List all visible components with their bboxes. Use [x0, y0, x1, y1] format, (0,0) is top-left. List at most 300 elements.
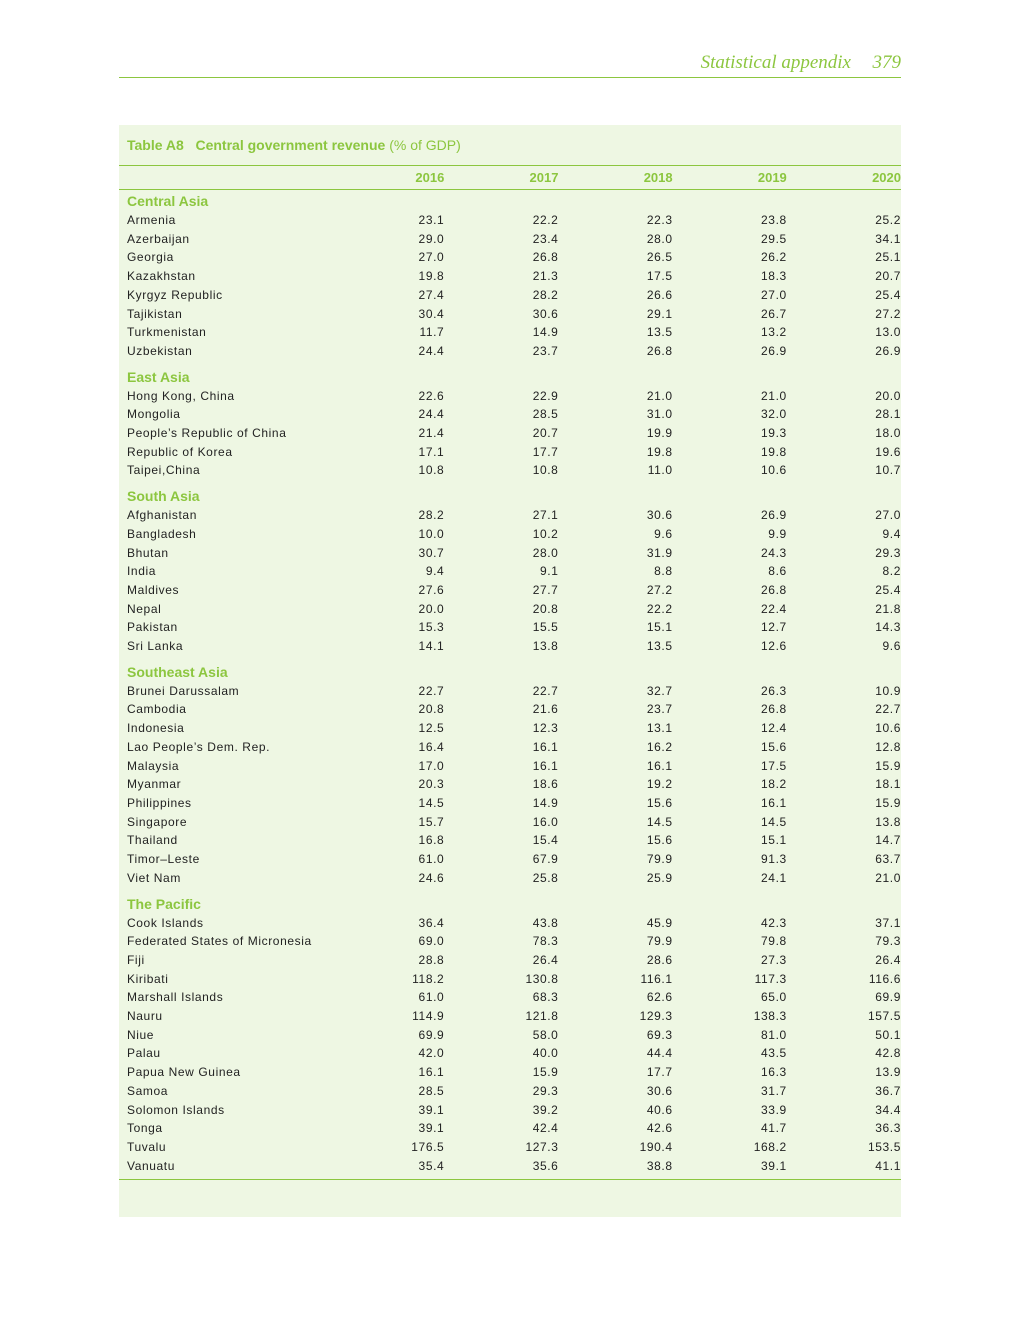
group-header-row	[119, 361, 901, 387]
column-gap	[673, 1101, 696, 1120]
value-cell-2017: 27.7	[532, 582, 559, 597]
column-gap	[787, 248, 810, 267]
value-cell-2020: 13.8	[875, 814, 901, 829]
table-title	[127, 137, 461, 153]
value-cell-2020: 13.9	[875, 1065, 901, 1080]
value-cell-2019: 26.9	[761, 508, 787, 523]
column-gap	[673, 443, 696, 462]
value-cell-2020: 21.8	[875, 601, 901, 616]
value-cell-2017: 39.2	[532, 1102, 559, 1117]
column-gap	[558, 850, 581, 869]
value-cell-2018: 15.1	[646, 620, 673, 635]
column-gap	[444, 544, 467, 563]
value-cell-2016: 16.8	[418, 833, 445, 848]
economy-name: Samoa	[127, 1083, 169, 1098]
table-row	[119, 267, 901, 286]
column-gap	[787, 719, 810, 738]
value-cell-2017: 14.9	[532, 325, 559, 340]
value-cell-2020: 9.4	[882, 526, 901, 541]
economy-name: Pakistan	[127, 620, 178, 635]
value-cell-2018: 69.3	[646, 1027, 673, 1042]
value-cell-2019: 81.0	[761, 1027, 787, 1042]
economy-name: Palau	[127, 1046, 161, 1061]
value-cell-2019: 23.8	[761, 213, 787, 227]
column-gap	[787, 544, 810, 563]
column-gap	[558, 443, 581, 462]
value-cell-2016: 61.0	[418, 990, 445, 1005]
column-gap	[787, 700, 810, 719]
column-gap	[673, 342, 696, 361]
column-gap	[444, 305, 467, 324]
value-cell-2017: 68.3	[532, 990, 559, 1005]
column-gap	[673, 562, 696, 581]
value-cell-2016: 28.5	[418, 1083, 445, 1098]
table-row	[119, 424, 901, 443]
value-cell-2017: 58.0	[532, 1027, 559, 1042]
value-cell-2018: 13.1	[646, 721, 673, 736]
value-cell-2017: 28.0	[532, 545, 559, 560]
value-cell-2018: 16.2	[646, 739, 673, 754]
economy-name: Tonga	[127, 1121, 163, 1136]
table-row	[119, 1157, 901, 1176]
group-header-row	[119, 480, 901, 506]
value-cell-2019: 14.5	[761, 814, 787, 829]
value-cell-2017: 67.9	[532, 852, 559, 867]
column-gap	[787, 1007, 810, 1026]
column-gap	[558, 831, 581, 850]
value-cell-2016: 30.7	[418, 545, 445, 560]
page-number: 379	[872, 52, 901, 73]
economy-name: Republic of Korea	[127, 444, 233, 459]
column-gap	[558, 869, 581, 888]
column-gap	[673, 970, 696, 989]
column-gap	[787, 951, 810, 970]
column-gap	[787, 165, 810, 189]
value-cell-2017: 21.3	[532, 269, 559, 284]
column-gap	[558, 286, 581, 305]
value-cell-2017: 21.6	[532, 702, 559, 717]
value-cell-2018: 21.0	[646, 388, 673, 403]
value-cell-2018: 190.4	[639, 1139, 673, 1154]
column-gap	[673, 813, 696, 832]
column-gap	[558, 230, 581, 249]
value-cell-2017: 25.8	[532, 870, 559, 885]
value-cell-2016: 20.8	[418, 702, 445, 717]
value-cell-2019: 21.0	[761, 388, 787, 403]
column-gap	[444, 757, 467, 776]
column-gap	[787, 775, 810, 794]
column-gap	[558, 342, 581, 361]
column-gap	[673, 211, 696, 230]
column-gap	[558, 700, 581, 719]
table-row	[119, 1007, 901, 1026]
value-cell-2020: 153.5	[867, 1139, 901, 1154]
column-gap	[444, 1157, 467, 1176]
column-gap	[444, 600, 467, 619]
value-cell-2020: 34.4	[875, 1102, 901, 1117]
value-cell-2018: 32.7	[646, 683, 673, 698]
table-panel	[119, 125, 901, 1217]
table-row	[119, 1119, 901, 1138]
column-gap	[673, 387, 696, 406]
value-cell-2016: 24.4	[418, 343, 445, 358]
column-gap	[444, 525, 467, 544]
value-cell-2017: 10.2	[532, 526, 559, 541]
value-cell-2016: 114.9	[412, 1009, 445, 1024]
value-cell-2016: 21.4	[418, 426, 445, 441]
column-gap	[558, 738, 581, 757]
table-row	[119, 461, 901, 480]
value-cell-2017: 15.9	[532, 1065, 559, 1080]
economy-name: Tajikistan	[127, 306, 183, 321]
value-cell-2017: 29.3	[532, 1083, 559, 1098]
column-gap	[444, 1119, 467, 1138]
column-gap	[444, 211, 467, 230]
economy-name: Georgia	[127, 250, 174, 265]
column-gap	[787, 1119, 810, 1138]
value-cell-2020: 36.7	[875, 1083, 901, 1098]
table-row	[119, 618, 901, 637]
column-gap	[444, 914, 467, 933]
year-header-2020: 2020	[872, 169, 901, 185]
column-gap	[558, 1082, 581, 1101]
value-cell-2020: 10.6	[875, 721, 901, 736]
column-gap	[673, 525, 696, 544]
column-gap	[444, 988, 467, 1007]
value-cell-2018: 19.8	[646, 444, 673, 459]
value-cell-2019: 31.7	[761, 1083, 787, 1098]
value-cell-2017: 20.8	[532, 601, 559, 616]
value-cell-2017: 127.3	[525, 1139, 559, 1154]
value-cell-2019: 27.0	[761, 287, 787, 302]
value-cell-2020: 13.0	[875, 325, 901, 340]
column-gap	[673, 305, 696, 324]
value-cell-2017: 16.1	[532, 758, 559, 773]
group-name: South Asia	[127, 488, 200, 505]
economy-name: Singapore	[127, 814, 188, 829]
value-cell-2019: 12.7	[761, 620, 787, 635]
value-cell-2020: 27.0	[875, 508, 901, 523]
value-cell-2016: 22.6	[418, 388, 445, 403]
column-gap	[673, 1119, 696, 1138]
column-gap	[787, 738, 810, 757]
column-gap	[673, 757, 696, 776]
value-cell-2019: 26.7	[761, 306, 787, 321]
value-cell-2018: 16.1	[646, 758, 673, 773]
value-cell-2019: 43.5	[761, 1046, 787, 1061]
value-cell-2020: 26.9	[875, 343, 901, 358]
group-name: Southeast Asia	[127, 663, 228, 680]
column-gap	[444, 738, 467, 757]
column-gap	[673, 248, 696, 267]
value-cell-2016: 17.1	[418, 444, 445, 459]
column-gap	[673, 1044, 696, 1063]
value-cell-2016: 118.2	[412, 971, 445, 986]
value-cell-2018: 28.6	[646, 952, 673, 967]
value-cell-2020: 15.9	[875, 758, 901, 773]
value-cell-2020: 14.3	[875, 620, 901, 635]
value-cell-2016: 61.0	[418, 852, 445, 867]
economy-name: Bhutan	[127, 545, 169, 560]
value-cell-2018: 15.6	[646, 833, 673, 848]
column-gap	[444, 165, 467, 189]
column-gap	[558, 951, 581, 970]
value-cell-2019: 138.3	[753, 1009, 787, 1024]
column-gap	[444, 775, 467, 794]
table-row	[119, 738, 901, 757]
column-gap	[558, 267, 581, 286]
column-gap	[787, 813, 810, 832]
column-gap	[673, 267, 696, 286]
table-row	[119, 794, 901, 813]
value-cell-2016: 16.4	[418, 739, 445, 754]
value-cell-2016: 20.3	[418, 777, 445, 792]
column-gap	[673, 951, 696, 970]
column-gap	[444, 637, 467, 656]
column-gap	[558, 970, 581, 989]
column-gap	[787, 323, 810, 342]
column-gap	[558, 1026, 581, 1045]
value-cell-2018: 13.5	[646, 325, 673, 340]
value-cell-2018: 15.6	[646, 795, 673, 810]
value-cell-2017: 30.6	[532, 306, 559, 321]
table-row	[119, 562, 901, 581]
column-gap	[787, 600, 810, 619]
table-row	[119, 775, 901, 794]
table-heading: Central government revenue	[195, 137, 386, 153]
column-gap	[673, 738, 696, 757]
column-gap	[444, 405, 467, 424]
column-gap	[558, 1044, 581, 1063]
value-cell-2017: 78.3	[532, 934, 559, 949]
value-cell-2019: 18.3	[761, 269, 787, 284]
value-cell-2020: 20.7	[875, 269, 901, 284]
column-gap	[444, 506, 467, 525]
column-gap	[558, 506, 581, 525]
value-cell-2018: 129.3	[639, 1009, 673, 1024]
value-cell-2020: 42.8	[875, 1046, 901, 1061]
value-cell-2019: 41.7	[761, 1121, 787, 1136]
value-cell-2017: 35.6	[532, 1158, 559, 1173]
column-gap	[444, 248, 467, 267]
column-gap	[444, 387, 467, 406]
value-cell-2016: 35.4	[418, 1158, 445, 1173]
value-cell-2020: 25.4	[875, 287, 901, 302]
value-cell-2019: 19.3	[761, 426, 787, 441]
value-cell-2020: 25.1	[875, 250, 901, 265]
value-cell-2020: 21.0	[875, 870, 901, 885]
value-cell-2018: 62.6	[646, 990, 673, 1005]
value-cell-2019: 26.8	[761, 702, 787, 717]
table-row	[119, 757, 901, 776]
column-gap	[558, 305, 581, 324]
column-gap	[558, 794, 581, 813]
value-cell-2018: 29.1	[646, 306, 673, 321]
column-gap	[444, 562, 467, 581]
economy-name: Viet Nam	[127, 870, 181, 885]
column-gap	[787, 869, 810, 888]
column-gap	[673, 600, 696, 619]
column-gap	[558, 1138, 581, 1157]
value-cell-2019: 33.9	[761, 1102, 787, 1117]
value-cell-2018: 13.5	[646, 639, 673, 654]
column-gap	[787, 618, 810, 637]
column-gap	[558, 1157, 581, 1176]
value-cell-2016: 36.4	[418, 915, 445, 930]
column-gap	[444, 850, 467, 869]
value-cell-2018: 11.0	[647, 463, 673, 478]
column-gap	[673, 286, 696, 305]
column-gap	[558, 323, 581, 342]
value-cell-2020: 18.1	[875, 777, 901, 792]
value-cell-2020: 12.8	[875, 739, 901, 754]
column-gap	[787, 1026, 810, 1045]
value-cell-2020: 14.7	[875, 833, 901, 848]
table-row	[119, 387, 901, 406]
table-row	[119, 637, 901, 656]
value-cell-2018: 22.2	[646, 601, 673, 616]
value-cell-2020: 9.6	[882, 639, 901, 654]
value-cell-2020: 28.1	[875, 407, 901, 422]
value-cell-2019: 42.3	[761, 915, 787, 930]
column-gap	[558, 1007, 581, 1026]
economy-name: Maldives	[127, 582, 180, 597]
value-cell-2018: 22.3	[646, 213, 673, 227]
value-cell-2018: 26.6	[646, 287, 673, 302]
group-name: East Asia	[127, 368, 190, 385]
value-cell-2016: 15.7	[418, 814, 445, 829]
value-cell-2020: 27.2	[875, 306, 901, 321]
column-gap	[787, 342, 810, 361]
column-gap	[673, 544, 696, 563]
column-gap	[558, 248, 581, 267]
column-gap	[787, 581, 810, 600]
table-row	[119, 831, 901, 850]
value-cell-2020: 41.1	[875, 1158, 901, 1173]
table-row	[119, 682, 901, 701]
column-gap	[787, 443, 810, 462]
value-cell-2016: 19.8	[418, 269, 445, 284]
column-gap	[673, 1063, 696, 1082]
column-gap	[558, 387, 581, 406]
economy-name: Nepal	[127, 601, 162, 616]
economy-name: Cook Islands	[127, 915, 204, 930]
economy-name: Indonesia	[127, 721, 185, 736]
group-header-row	[119, 189, 901, 211]
column-gap	[673, 794, 696, 813]
column-gap	[444, 970, 467, 989]
value-cell-2016: 69.9	[418, 1027, 445, 1042]
value-cell-2018: 23.7	[646, 702, 673, 717]
value-cell-2020: 15.9	[875, 795, 901, 810]
economy-name: Mongolia	[127, 407, 181, 422]
column-gap	[558, 1063, 581, 1082]
table-row	[119, 951, 901, 970]
table-row	[119, 286, 901, 305]
column-gap	[673, 230, 696, 249]
table-row	[119, 1082, 901, 1101]
value-cell-2019: 12.6	[761, 639, 787, 654]
economy-name: Timor–Leste	[127, 852, 200, 867]
value-cell-2017: 23.7	[532, 343, 559, 358]
column-gap	[444, 1082, 467, 1101]
value-cell-2017: 43.8	[532, 915, 559, 930]
column-gap	[444, 831, 467, 850]
table-row	[119, 342, 901, 361]
value-cell-2016: 23.1	[418, 213, 445, 227]
column-gap	[787, 424, 810, 443]
column-gap	[673, 831, 696, 850]
column-gap	[558, 682, 581, 701]
year-header-2016: 2016	[415, 169, 445, 185]
value-cell-2019: 8.6	[768, 564, 787, 579]
value-cell-2018: 17.5	[646, 269, 673, 284]
table-row	[119, 932, 901, 951]
value-cell-2017: 23.4	[532, 231, 559, 246]
value-cell-2017: 12.3	[532, 721, 559, 736]
value-cell-2017: 16.1	[532, 739, 559, 754]
value-cell-2019: 15.6	[761, 739, 787, 754]
group-name: Central Asia	[127, 193, 209, 209]
value-cell-2019: 79.8	[761, 934, 787, 949]
table-row	[119, 405, 901, 424]
column-gap	[444, 1063, 467, 1082]
column-gap	[444, 1007, 467, 1026]
column-gap	[444, 230, 467, 249]
value-cell-2018: 8.8	[654, 564, 673, 579]
column-gap	[673, 719, 696, 738]
column-gap	[558, 405, 581, 424]
value-cell-2016: 28.2	[418, 508, 445, 523]
value-cell-2019: 39.1	[761, 1158, 787, 1173]
value-cell-2019: 22.4	[761, 601, 787, 616]
value-cell-2018: 31.9	[646, 545, 673, 560]
column-gap	[787, 305, 810, 324]
economy-name: Armenia	[127, 213, 176, 227]
value-cell-2018: 17.7	[646, 1065, 673, 1080]
economy-name: Cambodia	[127, 702, 187, 717]
header-row	[119, 165, 901, 189]
value-cell-2019: 29.5	[761, 231, 787, 246]
value-cell-2017: 16.0	[532, 814, 559, 829]
value-cell-2019: 15.1	[761, 833, 787, 848]
table-row	[119, 305, 901, 324]
value-cell-2016: 69.0	[418, 934, 445, 949]
table-row	[119, 1044, 901, 1063]
table-unit: (% of GDP)	[389, 137, 461, 153]
economy-name: People’s Republic of China	[127, 426, 287, 441]
column-gap	[444, 1026, 467, 1045]
column-gap	[558, 461, 581, 480]
column-gap	[787, 682, 810, 701]
column-gap	[558, 600, 581, 619]
column-gap	[444, 618, 467, 637]
column-gap	[787, 405, 810, 424]
year-header-2019: 2019	[757, 169, 787, 185]
column-gap	[673, 618, 696, 637]
value-cell-2020: 10.7	[875, 463, 901, 478]
value-cell-2018: 38.8	[646, 1158, 673, 1173]
value-cell-2016: 39.1	[418, 1102, 445, 1117]
column-gap	[673, 1082, 696, 1101]
value-cell-2017: 130.8	[525, 971, 559, 986]
value-cell-2016: 16.1	[418, 1065, 445, 1080]
economy-column-header	[119, 165, 353, 189]
value-cell-2019: 16.1	[761, 795, 787, 810]
table-row	[119, 1026, 901, 1045]
value-cell-2017: 42.4	[532, 1121, 559, 1136]
column-gap	[444, 443, 467, 462]
